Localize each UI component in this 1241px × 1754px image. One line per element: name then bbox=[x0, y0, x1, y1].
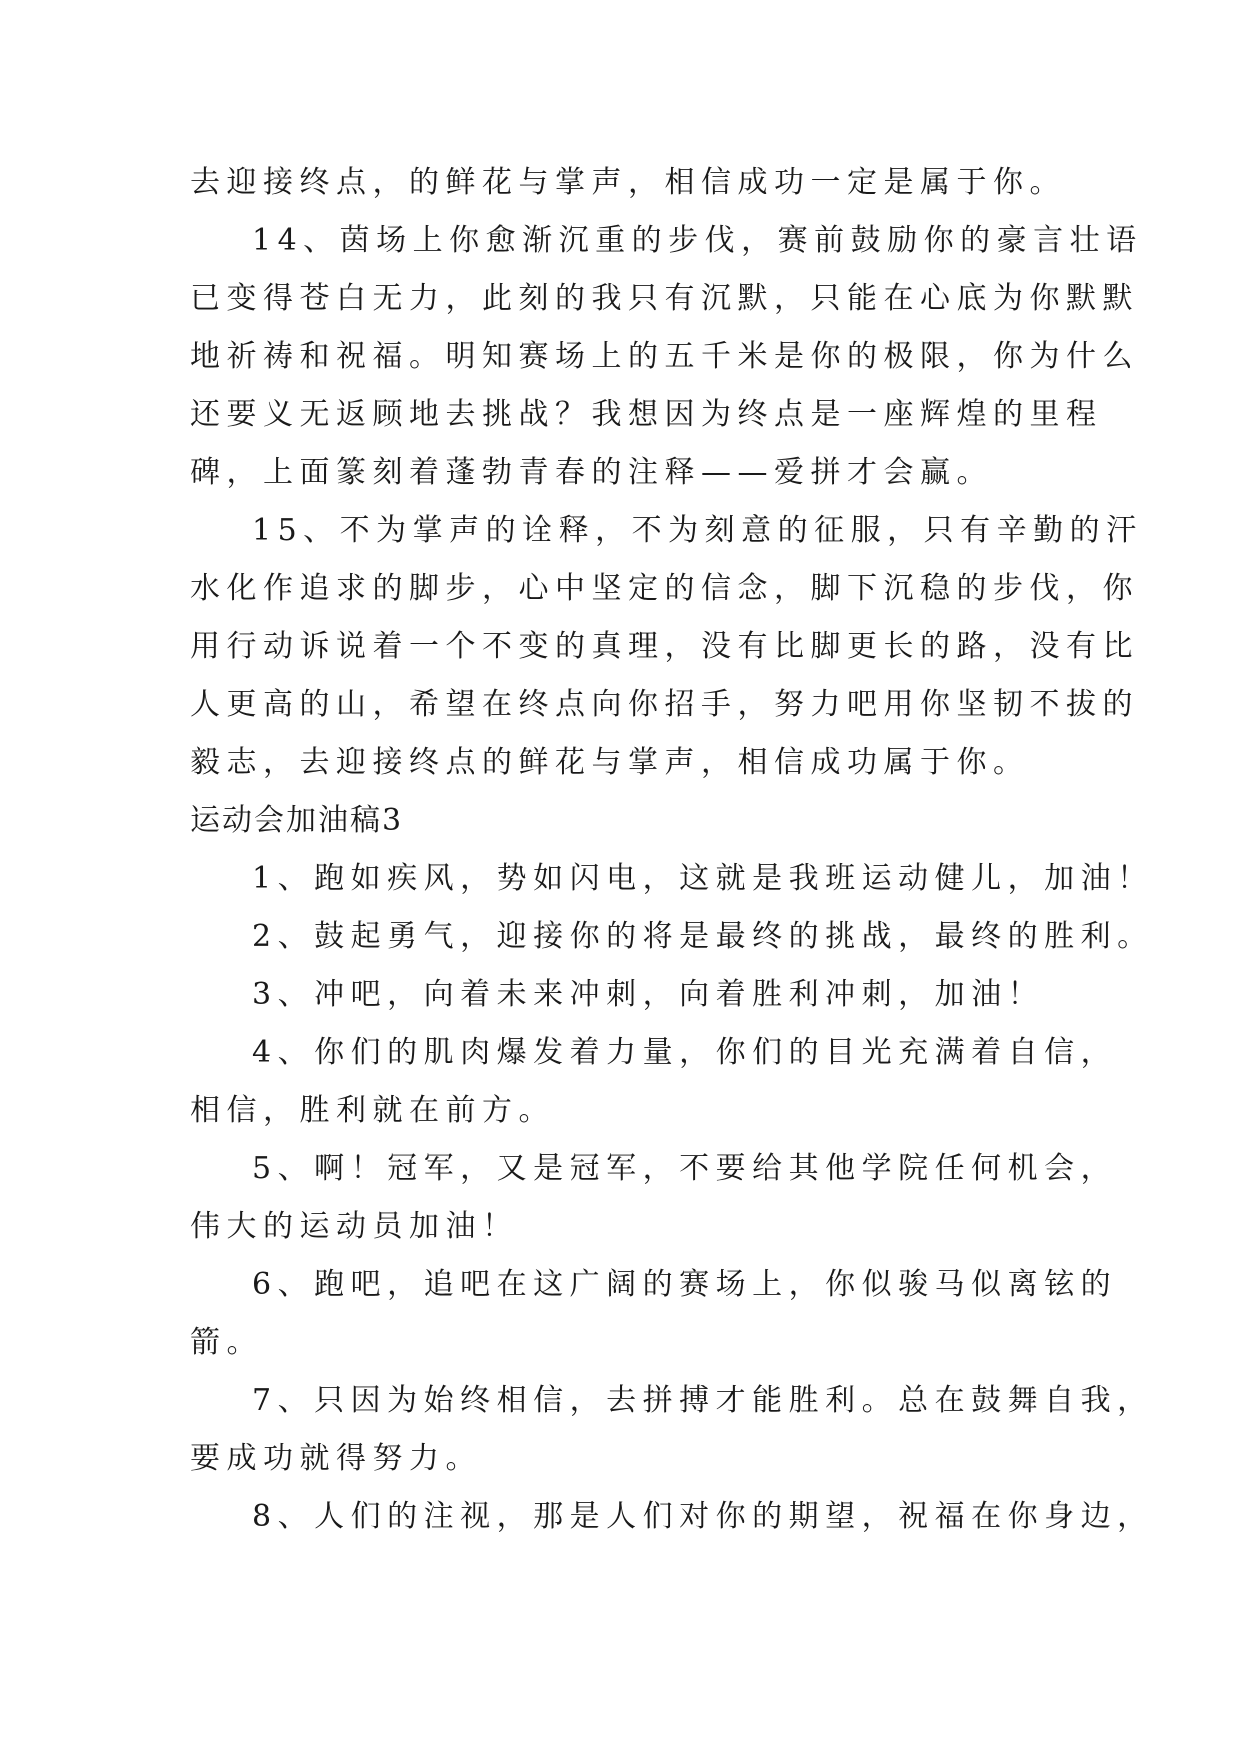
text-line: 相信，胜利就在前方。 bbox=[190, 1093, 555, 1128]
text-line: 箭。 bbox=[190, 1325, 263, 1360]
text-line: 6、跑吧，追吧在这广阔的赛场上，你似骏马似离铉的 bbox=[252, 1267, 1118, 1302]
text-line: 已变得苍白无力，此刻的我只有沉默，只能在心底为你默默 bbox=[190, 281, 1139, 316]
text-line: 2、鼓起勇气，迎接你的将是最终的挑战，最终的胜利。 bbox=[252, 919, 1154, 954]
text-line: 15、不为掌声的诠释，不为刻意的征服，只有辛勤的汗 bbox=[252, 513, 1143, 548]
text-line: 7、只因为始终相信，去拼搏才能胜利。总在鼓舞自我， bbox=[252, 1383, 1154, 1418]
text-line: 伟大的运动员加油！ bbox=[190, 1209, 519, 1244]
text-line: 4、你们的肌肉爆发着力量，你们的目光充满着自信， bbox=[252, 1035, 1118, 1070]
text-line: 毅志，去迎接终点的鲜花与掌声，相信成功属于你。 bbox=[190, 745, 1030, 780]
document-body bbox=[190, 154, 1154, 1546]
text-line: 用行动诉说着一个不变的真理，没有比脚更长的路，没有比 bbox=[190, 629, 1139, 664]
section-heading: 运动会加油稿3 bbox=[190, 803, 404, 838]
text-line: 要成功就得努力。 bbox=[190, 1441, 482, 1476]
text-line: 地祈祷和祝福。明知赛场上的五千米是你的极限，你为什么 bbox=[190, 339, 1139, 374]
text-line: 人更高的山，希望在终点向你招手，努力吧用你坚韧不拔的 bbox=[190, 687, 1139, 722]
text-line: 水化作追求的脚步，心中坚定的信念，脚下沉稳的步伐，你 bbox=[190, 571, 1139, 606]
text-line: 8、人们的注视，那是人们对你的期望，祝福在你身边， bbox=[252, 1499, 1154, 1534]
text-line: 去迎接终点，的鲜花与掌声，相信成功一定是属于你。 bbox=[190, 165, 1066, 200]
text-line: 3、冲吧，向着未来冲刺，向着胜利冲刺，加油！ bbox=[252, 977, 1045, 1012]
text-line: 14、茵场上你愈渐沉重的步伐，赛前鼓励你的豪言壮语 bbox=[252, 223, 1143, 258]
text-line: 碑，上面篆刻着蓬勃青春的注释——爱拼才会赢。 bbox=[190, 455, 993, 490]
text-line: 还要义无返顾地去挑战？我想因为终点是一座辉煌的里程 bbox=[190, 397, 1103, 432]
text-line: 1、跑如疾风，势如闪电，这就是我班运动健儿，加油！ bbox=[252, 861, 1154, 896]
text-line: 5、啊！冠军，又是冠军，不要给其他学院任何机会， bbox=[252, 1151, 1118, 1186]
